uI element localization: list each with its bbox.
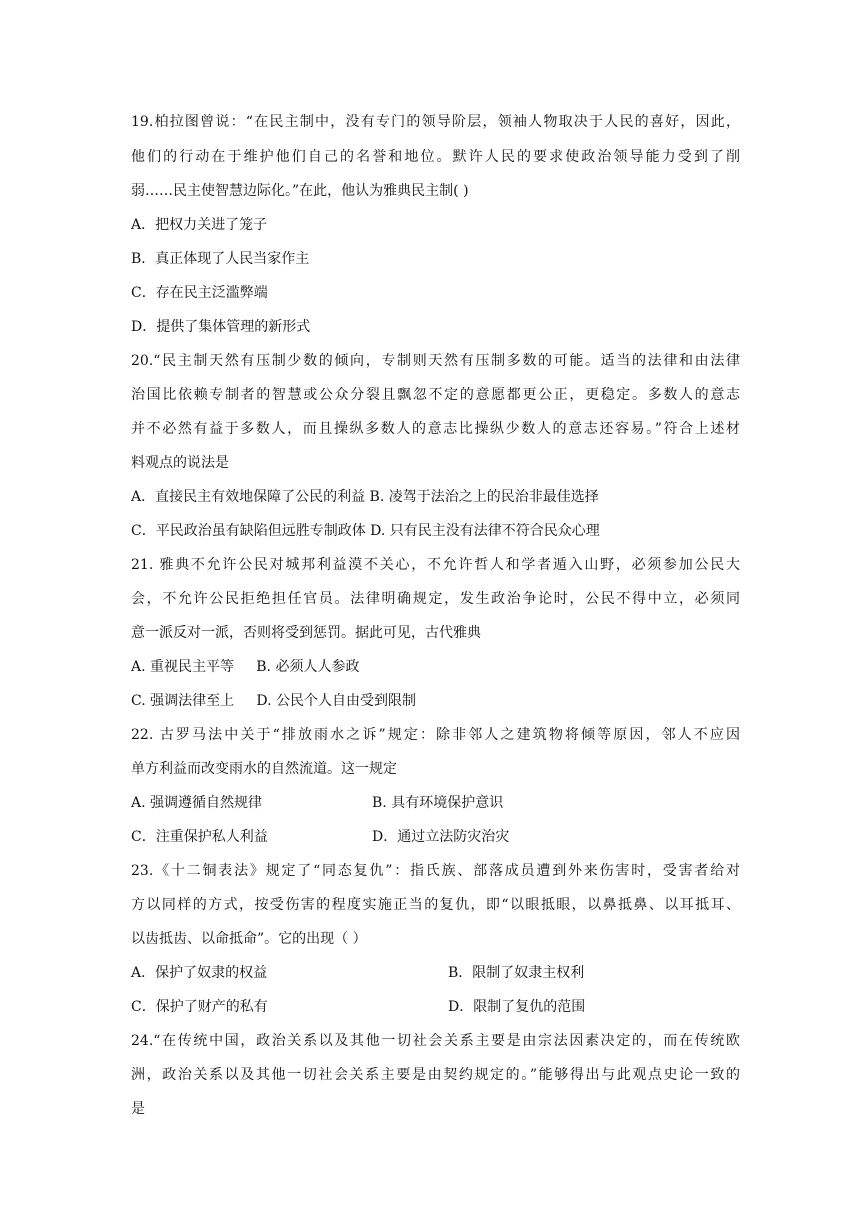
question-23-option-d: D．限制了复仇的范围 bbox=[448, 999, 586, 1015]
question-21-line-2: 会，不允许公民拒绝担任官员。法律明确规定，发生政治争论时，公民不得中立，必须同 bbox=[131, 591, 740, 607]
question-22-option-a: A. 强调遵循自然规律 bbox=[131, 795, 263, 811]
question-24-line-2: 洲，政治关系以及其他一切社会关系主要是由契约规定的。”能够得出与此观点史论一致的 bbox=[131, 1067, 740, 1083]
question-23-line-1: 23.《十二铜表法》规定了“同态复仇”：指氏族、部落成员遭到外来伤害时，受害者给对 bbox=[131, 863, 740, 879]
question-20-line-3: 并不必然有益于多数人，而且操纵多数人的意志比操纵少数人的意志还容易。”符合上述材 bbox=[131, 421, 740, 437]
question-24-line-1: 24.“在传统中国，政治关系以及其他一切社会关系主要是由宗法因素决定的，而在传统欧 bbox=[131, 1033, 740, 1049]
question-19-option-b: B．真正体现了人民当家作主 bbox=[131, 251, 310, 267]
question-21-options-row-2: C. 强调法律至上 D. 公民个人自由受到限制 bbox=[131, 693, 416, 709]
question-24-line-3: 是 bbox=[131, 1101, 145, 1117]
question-19-option-c: C．存在民主泛滥弊端 bbox=[131, 285, 268, 301]
question-23-line-2: 方以同样的方式，按受伤害的程度实施正当的复仇，即“以眼抵眼，以鼻抵鼻、以耳抵耳、 bbox=[131, 897, 740, 913]
question-19-line-3: 弱……民主使智慧边际化。”在此，他认为雅典民主制( ) bbox=[131, 183, 469, 199]
question-22-line-2: 单方利益而改变雨水的自然流道。这一规定 bbox=[131, 761, 397, 777]
question-20-line-4: 料观点的说法是 bbox=[131, 455, 229, 471]
question-22-option-b: B. 具有环境保护意识 bbox=[372, 795, 504, 811]
question-23-option-a: A．保护了奴隶的权益 bbox=[131, 965, 268, 981]
question-22-option-c: C．注重保护私人利益 bbox=[131, 829, 268, 845]
question-23-option-b: B．限制了奴隶主权利 bbox=[448, 965, 585, 981]
question-23-line-3: 以齿抵齿、以命抵命”。它的出现（ ） bbox=[131, 931, 367, 947]
question-20-line-1: 20.“民主制天然有压制少数的倾向，专制则天然有压制多数的可能。适当的法律和由法律 bbox=[131, 353, 740, 369]
question-20-line-2: 治国比依赖专制者的智慧或公众分裂且飘忽不定的意愿都更公正，更稳定。多数人的意志 bbox=[131, 387, 740, 403]
question-21-line-3: 意一派反对一派，否则将受到惩罚。据此可见，古代雅典 bbox=[131, 625, 481, 641]
question-21-options-row-1: A. 重视民主平等 B. 必须人人参政 bbox=[131, 659, 360, 675]
question-22-option-d: D．通过立法防灾治灾 bbox=[372, 829, 510, 845]
question-19-line-1: 19.柏拉图曾说：“在民主制中，没有专门的领导阶层，领袖人物取决于人民的喜好，因此， bbox=[131, 114, 740, 130]
question-20-options-row-2: C．平民政治虽有缺陷但远胜专制政体 D. 只有民主没有法律不符合民众心理 bbox=[131, 523, 600, 539]
question-19-line-2: 他们的行动在于维护他们自己的名誉和地位。默许人民的要求使政治领导能力受到了削 bbox=[131, 149, 740, 165]
question-21-line-1: 21. 雅典不允许公民对城邦利益漠不关心，不允许哲人和学者遁入山野，必须参加公民大 bbox=[131, 557, 740, 573]
question-20-options-row-1: A．直接民主有效地保障了公民的利益 B. 凌驾于法治之上的民治非最佳选择 bbox=[131, 489, 599, 505]
question-19-option-d: D．提供了集体管理的新形式 bbox=[131, 319, 311, 335]
question-19-option-a: A．把权力关进了笼子 bbox=[131, 217, 268, 233]
question-22-line-1: 22. 古罗马法中关于“排放雨水之诉”规定：除非邻人之建筑物将倾等原因，邻人不应因 bbox=[131, 727, 740, 743]
question-23-option-c: C．保护了财产的私有 bbox=[131, 999, 268, 1015]
